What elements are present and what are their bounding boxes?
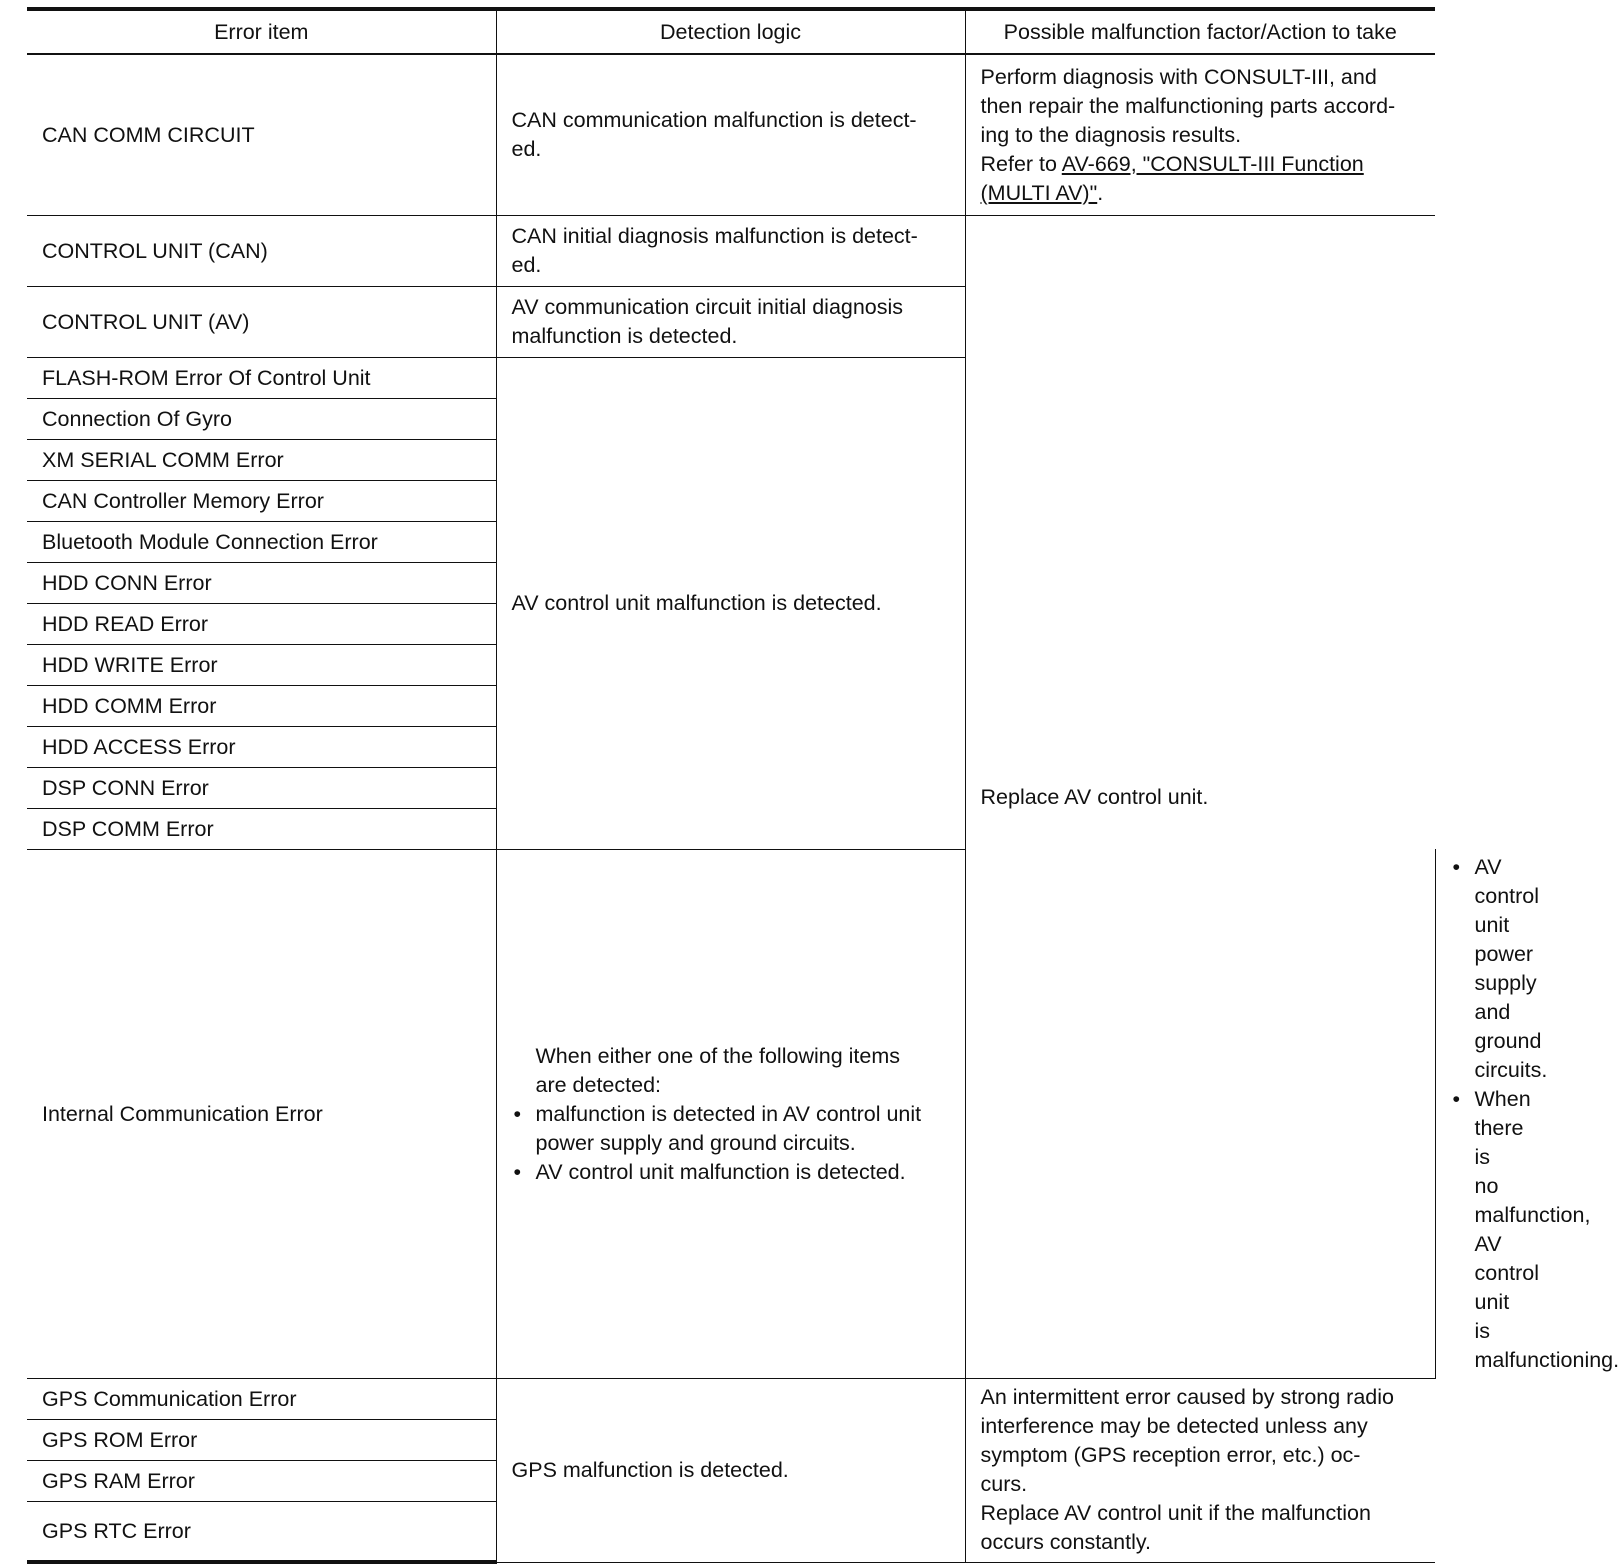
list-item: • AV control unit malfunction is detected. xyxy=(513,1159,906,1184)
av-group-logic-cell: AV control unit malfunction is detected. xyxy=(496,358,965,850)
table-row xyxy=(27,1379,1435,1420)
table-row xyxy=(27,54,1435,216)
error-item-cell: CONTROL UNIT (AV) xyxy=(27,287,496,358)
list-item: • When there is no malfunction, AV control unit is malfunctioning. xyxy=(1452,1087,1619,1372)
header-error-item: Error item xyxy=(27,9,496,54)
detection-logic-cell: CAN communication malfunction is detect- ed. xyxy=(496,54,965,216)
header-detection-logic: Detection logic xyxy=(496,9,965,54)
error-item-cell: GPS RAM Error xyxy=(27,1461,496,1502)
error-item-cell: FLASH-ROM Error Of Control Unit xyxy=(27,358,496,399)
header-row xyxy=(27,9,1435,54)
error-item-cell: CAN COMM CIRCUIT xyxy=(27,54,496,216)
consult-function-link-cont[interactable]: (MULTI AV)" xyxy=(980,180,1098,205)
logic-bullet-list xyxy=(512,1100,950,1187)
gps-action-cell: An intermittent error caused by strong radio interference may be detected unless any symptom (GPS reception error, etc.) oc- curs. Replace AV control unit if the malfunction occurs constantly. xyxy=(965,1379,1435,1563)
error-item-cell: HDD WRITE Error xyxy=(27,645,496,686)
error-item-cell: XM SERIAL COMM Error xyxy=(27,440,496,481)
page xyxy=(27,7,1619,1564)
list-item: • AV control unit power supply and ground circuits. xyxy=(1452,855,1548,1082)
error-item-cell: HDD CONN Error xyxy=(27,563,496,604)
detection-logic-cell: CAN initial diagnosis malfunction is detect- ed. xyxy=(496,216,965,287)
table-row xyxy=(27,216,1435,287)
action-cell: Perform diagnosis with CONSULT-III, and then repair the malfunctioning parts accord- ing to the diagnosis results. Refer to AV-669, "CONSULT-III Function (MULTI AV)". xyxy=(965,54,1435,216)
detection-logic-cell: AV communication circuit initial diagnosis malfunction is detected. xyxy=(496,287,965,358)
error-item-cell: HDD ACCESS Error xyxy=(27,727,496,768)
consult-function-link[interactable]: AV-669, "CONSULT-III Function xyxy=(1061,151,1364,176)
list-item: • malfunction is detected in AV control unit power supply and ground circuits. xyxy=(513,1101,922,1155)
error-table xyxy=(27,7,1619,1564)
error-item-cell: Bluetooth Module Connection Error xyxy=(27,522,496,563)
error-item-cell: Connection Of Gyro xyxy=(27,399,496,440)
error-item-cell: GPS RTC Error xyxy=(27,1502,496,1563)
error-item-cell: GPS Communication Error xyxy=(27,1379,496,1420)
error-item-cell: DSP COMM Error xyxy=(27,809,496,850)
replace-action-cell: Replace AV control unit. xyxy=(965,216,1435,1379)
error-item-cell: CAN Controller Memory Error xyxy=(27,481,496,522)
gps-logic-cell: GPS malfunction is detected. xyxy=(496,1379,965,1563)
error-item-cell: GPS ROM Error xyxy=(27,1420,496,1461)
error-item-cell: HDD COMM Error xyxy=(27,686,496,727)
error-item-cell: CONTROL UNIT (CAN) xyxy=(27,216,496,287)
error-item-cell: HDD READ Error xyxy=(27,604,496,645)
error-item-cell: Internal Communication Error xyxy=(27,850,496,1379)
error-item-cell: DSP CONN Error xyxy=(27,768,496,809)
detection-logic-cell: When either one of the following items are detected: • malfunction is detected in AV control unit power supply and ground circuits. • AV control unit malfunction is detected. xyxy=(496,850,965,1379)
header-action: Possible malfunction factor/Action to take xyxy=(965,9,1435,54)
